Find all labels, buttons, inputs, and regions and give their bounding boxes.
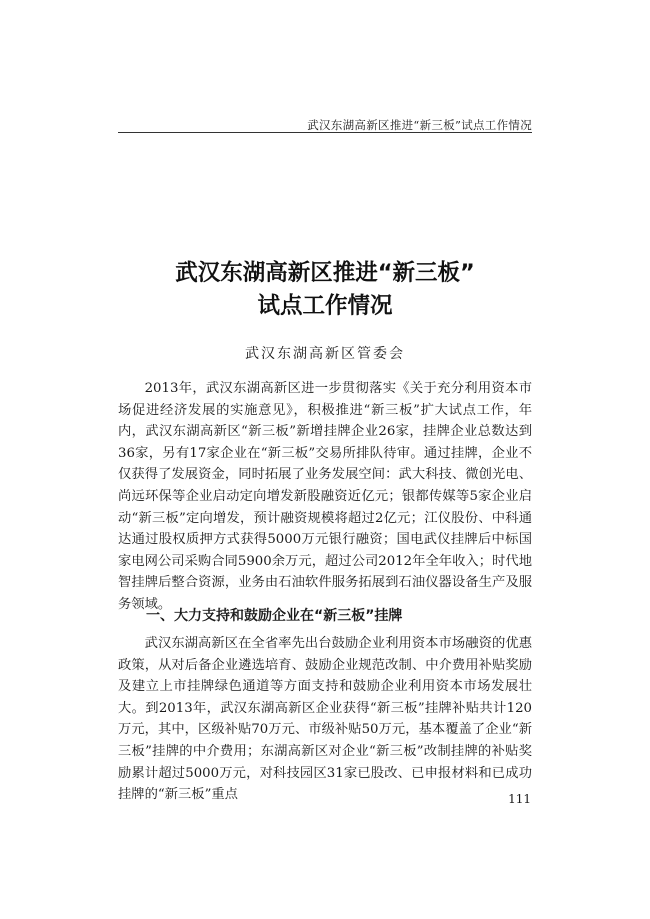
header-rule (118, 132, 532, 133)
article-title-line-1: 武汉东湖高新区推进“新三板” (175, 260, 475, 286)
body-paragraph-2: 武汉东湖高新区在全省率先出台鼓励企业利用资本市场融资的优惠政策，从对后备企业遴选培育、鼓励企业规范改制、中介费用补贴奖励及建立上市挂牌绿色通道等方面支持和鼓励企业利用资本市场发展壮大。到2013年，武汉东湖高新区企业获得“新三板”挂牌补贴共计120万元，其中，区级补贴70万元、市级补贴50万元，基本覆盖了企业“新三板”挂牌的中介费用；东湖高新区对企业“新三板”改制挂牌的补贴奖励累计超过5000万元，对科技园区31家已股改、已申报材料和已成功挂牌的“新三板”重点 (118, 636, 532, 803)
article-title-line-2: 试点工作情况 (257, 293, 393, 319)
author: 武汉东湖高新区管委会 (245, 346, 405, 362)
section-heading: 一、大力支持和鼓励企业在“新三板”挂牌 (146, 608, 403, 624)
running-head: 武汉东湖高新区推进“新三板”试点工作情况 (307, 118, 532, 132)
body-paragraph-1: 2013年，武汉东湖高新区进一步贯彻落实《关于充分利用资本市场促进经济发展的实施意见》，积极推进“新三板”扩大试点工作，年内，武汉东湖高新区“新三板”新增挂牌企业26家，挂牌企业总数达到36家，另有17家企业在“新三板”交易所排队待审。通过挂牌，企业不仅获得了发展资金，同时拓展了业务发展空间：武大科技、微创光电、尚远环保等企业启动定向增发新股融资近亿元；银都传媒等5家企业启动“新三板”定向增发，预计融资规模将超过2亿元；江仪股份、中科通达通过股权质押方式获得5000万元银行融资；国电武仪挂牌后中标国家电网公司采购合同5900余万元，超过公司2012年全年收入；时代地智挂牌后整合资源，业务由石油软件服务拓展到石油仪器设备生产及服务领域。 (118, 381, 532, 612)
page-number: 111 (508, 792, 531, 806)
